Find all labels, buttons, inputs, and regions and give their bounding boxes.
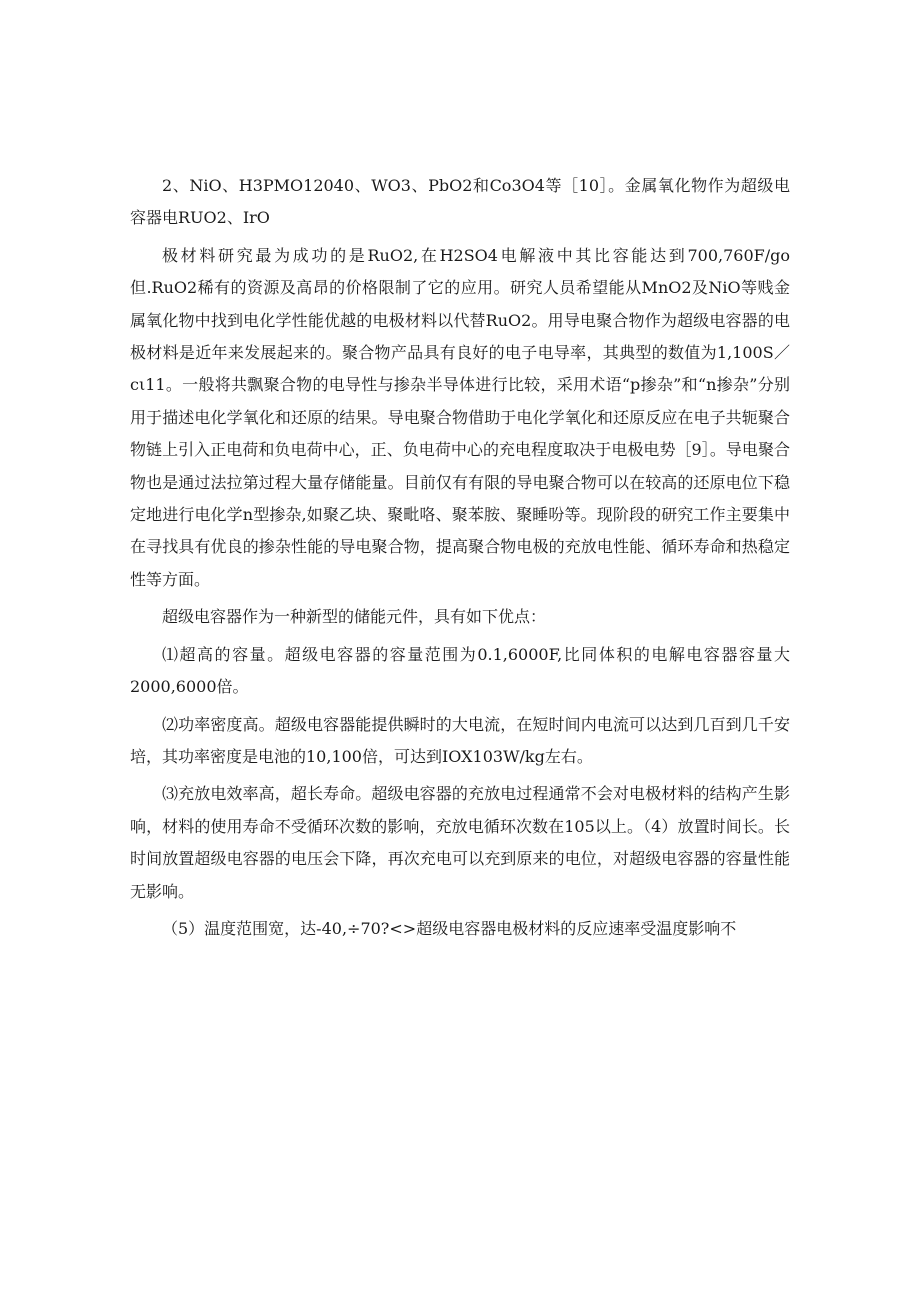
paragraph-3: 超级电容器作为一种新型的储能元件，具有如下优点：: [162, 607, 547, 627]
paragraph-4: ⑴超高的容量。超级电容器的容量范围为0.1,6000F,比同体积的电解电容器容量大2000,6000倍。: [130, 644, 790, 697]
paragraph-2: 极材料研究最为成功的是RuO2,在H2SO4电解液中其比容能达到700,760F/go但.RuO2稀有的资源及高昂的价格限制了它的应用。研究人员希望能从MnO2及NiO等贱金属氧化物中找到电化学性能优越的电极材料以代替RuO2。用导电聚合物作为超级电容器的电极材料是近年来发展起来的。聚合物产品具有良好的电子电导率，其典型的数值为1,100S／cι11。一般将共飘聚合物的电导性与掺杂半导体进行比较，采用术语“p掺杂”和“n掺杂”分别用于描述电化学氧化和还原的结果。导电聚合物借助于电化学氧化和还原反应在电子共轭聚合物链上引入正电荷和负电荷中心，正、负电荷中心的充电程度取决于电极电势［9］。导电聚合物也是通过法拉第过程大量存储能量。目前仅有有限的导电聚合物可以在较高的还原电位下稳定地进行电化学n型掺杂,如聚乙块、聚毗咯、聚苯胺、聚睡吩等。现阶段的研究工作主要集中在寻找具有优良的掺杂性能的导电聚合物，提高聚合物电极的充放电性能、循环寿命和热稳定性等方面。: [130, 245, 790, 589]
paragraph-1: 2、NiO、H3PMO12040、WO3、PbO2和Co3O4等［10］。金属氧化物作为超级电容器电RUO2、IrO: [130, 176, 790, 228]
body-text: [130, 170, 790, 950]
paragraph-7: （5）温度范围宽，达-40,÷70?<>超级电容器电极材料的反应速率受温度影响不: [162, 918, 737, 938]
paragraph-5: ⑵功率密度高。超级电容器能提供瞬时的大电流，在短时间内电流可以达到几百到几千安培，其功率密度是电池的10,100倍，可达到IOX103W/kg左右。: [130, 714, 790, 766]
paragraph-6: ⑶充放电效率高，超长寿命。超级电容器的充放电过程通常不会对电极材料的结构产生影响，材料的使用寿命不受循环次数的影响，充放电循环次数在105以上。（4）放置时间长。长时间放置超级电容器的电压会下降，再次充电可以充到原来的电位，对超级电容器的容量性能无影响。: [130, 784, 790, 901]
